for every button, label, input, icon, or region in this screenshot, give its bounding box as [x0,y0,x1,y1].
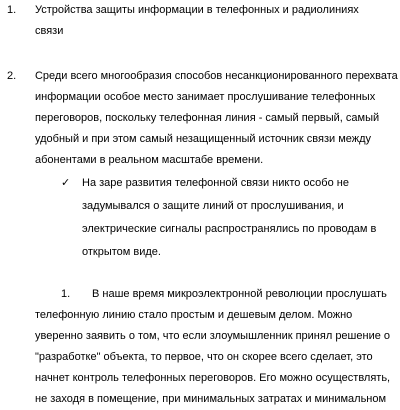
heading-line: Устройства защиты информации в телефонных и радиолиниях [35,4,359,16]
list-number: 1. [7,4,17,16]
list-number: 2. [7,70,17,82]
paragraph-line: информации особое место занимает прослушивание телефонных [35,91,376,103]
bullet-line: На заре развития телефонной связи никто особо не [82,177,349,189]
list-number: 1. [61,288,71,300]
checkmark-icon: ✓ [61,176,71,189]
paragraph-line: переговоров, поскольку телефонная линия - самый первый, самый [35,112,380,124]
paragraph-line: В наше время микроэлектронной революции прослушать [92,288,387,300]
bullet-line: открытом виде. [82,246,161,258]
paragraph-line: "разработке" объекта, то первое, что он скорее всего сделает, это [35,351,373,363]
paragraph-line: телефонную линию стало простым и дешевым делом. Можно [35,309,353,321]
paragraph-line: Среди всего многообразия способов несанкционированного перехвата [35,70,398,82]
heading-line: связи [35,25,64,37]
bullet-line: задумывался о защите линий от прослушивания, и [82,200,344,212]
paragraph-line: удобный и при этом самый незащищенный источник связи между [35,133,372,145]
paragraph-line: начнет контроль телефонных переговоров. Его можно осуществлять, [35,372,391,384]
paragraph-line: не заходя в помещение, при минимальных затратах и минимальном [35,393,387,405]
paragraph-line: уверенно заявить о том, что если злоумышленник принял решение о [35,330,391,342]
paragraph-line: абонентами в реальном масштабе времени. [35,154,264,166]
bullet-line: электрические сигналы распространялись по проводам в [82,223,377,235]
